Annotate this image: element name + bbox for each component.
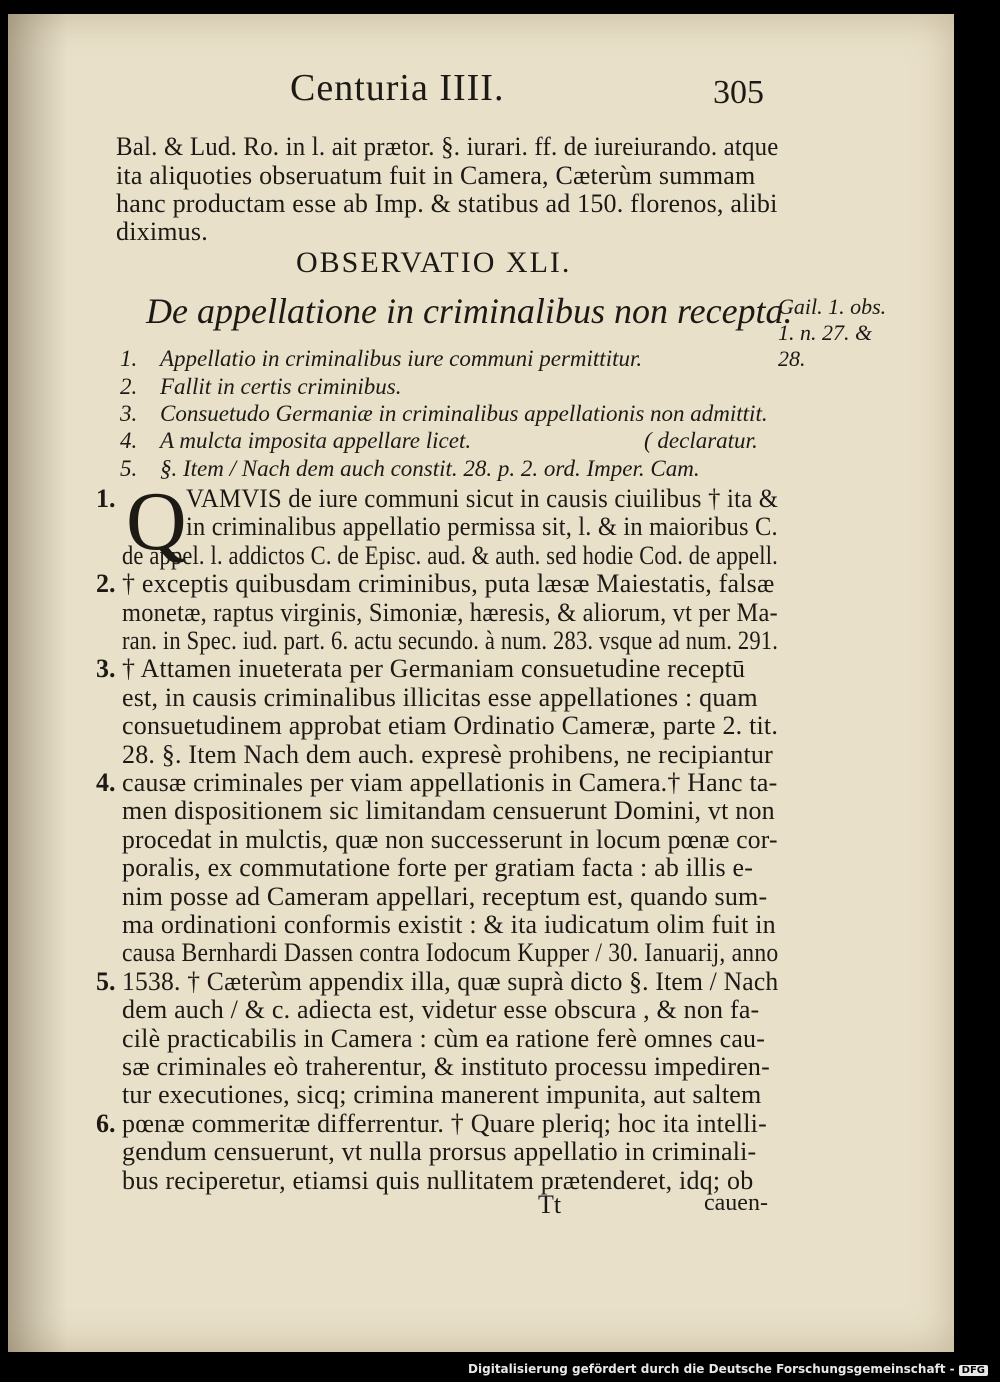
signature-mark: Tt — [538, 1190, 562, 1219]
body-line: bus reciperetur, etiamsi quis nullitatem prætenderet, idq; ob — [122, 1165, 754, 1195]
intro-line: diximus. — [116, 217, 208, 246]
body-line: † Attamen inueterata per Germaniam consuetudine receptū — [122, 654, 746, 684]
body-line: dem auch / & c. adiecta est, videtur esse obscura , & non fa- — [122, 995, 760, 1025]
body-line: causæ criminales per viam appellationis in Camera.† Hanc ta- — [122, 768, 778, 797]
body-line: men dispositionem sic limitandam censuerunt Domini, vt non — [122, 796, 775, 826]
paragraph-number: 4. — [96, 768, 116, 797]
summary-number: 4. — [120, 428, 138, 453]
body-line: ran. in Spec. iud. part. 6. actu secundo. à num. 283. vsque ad num. 291. — [122, 626, 779, 655]
margin-note-line: 28. — [778, 346, 806, 371]
body-line: ma ordinationi conformis existit : & ita iudicatum olim fuit in — [122, 910, 776, 939]
margin-note-line: Gail. 1. obs. — [778, 294, 887, 319]
body-line: tur executiones, sicq; crimina manerent impunita, aut saltem — [122, 1080, 762, 1110]
body-line: 1538. † Cæterùm appendix illa, quæ suprà dicto §. Item / Nach — [122, 966, 779, 996]
body-line: gendum censuerunt, vt nulla prorsus appellatio in criminali- — [122, 1137, 757, 1167]
margin-note-line: 1. n. 27. & — [778, 320, 873, 345]
paragraph-number: 6. — [96, 1108, 116, 1138]
summary-item: Consuetudo Germaniæ in criminalibus appellationis non admittit. — [160, 401, 768, 426]
observatio-heading: OBSERVATIO XLI. — [296, 246, 572, 279]
summary-number: 1. — [120, 346, 138, 371]
summary-item: A mulcta imposita appellare licet. — [160, 428, 472, 453]
intro-line: Bal. & Lud. Ro. in l. ait prætor. §. iurari. ff. de iureiurando. atque — [116, 132, 779, 161]
running-title: Centuria IIII. — [290, 67, 505, 109]
body-line: 28. §. Item Nach dem auch. expresè prohibens, ne recipiantur — [122, 739, 773, 769]
body-line: causa Bernhardi Dassen contra Iodocum Kupper / 30. Ianuarij, anno — [122, 938, 779, 968]
credit-text: Digitalisierung gefördert durch die Deutsche Forschungsgemeinschaft - — [468, 1362, 955, 1376]
body-line: nim posse ad Cameram appellari, receptum est, quando sum- — [122, 881, 768, 911]
body-line: VAMVIS de iure communi sicut in causis ciuilibus † ita & — [186, 484, 779, 513]
drop-cap: Q — [126, 475, 187, 568]
paragraph-number: 3. — [96, 654, 116, 684]
intro-line: ita aliquoties obseruatum fuit in Camera, Cæterùm summam — [116, 161, 756, 190]
digitization-credit — [468, 1362, 988, 1376]
summary-tail: ( declaratur. — [644, 428, 758, 453]
book-page — [8, 14, 954, 1352]
dfg-logo: DFG — [959, 1365, 988, 1376]
body-line: in criminalibus appellatio permissa sit, l. & in maioribus C. — [186, 512, 778, 542]
body-line: sæ criminales eò traherentur, & instituto processu impediren- — [122, 1052, 770, 1081]
summary-item: Appellatio in criminalibus iure communi permittitur. — [160, 346, 643, 371]
body-line: † exceptis quibusdam criminibus, puta læsæ Maiestatis, falsæ — [122, 569, 775, 599]
body-line: de appel. l. addictos C. de Episc. aud. & auth. sed hodie Cod. de appell. — [122, 540, 778, 570]
summary-item: Fallit in certis criminibus. — [160, 374, 402, 399]
body-line: procedat in mulctis, quæ non successerunt in locum pœnæ cor- — [122, 824, 778, 854]
body-line: pœnæ commeritæ differrentur. † Quare pleriq; hoc ita intelli- — [122, 1108, 767, 1138]
body-line: est, in causis criminalibus illicitas esse appellationes : quam — [122, 682, 758, 712]
paragraph-number: 2. — [96, 569, 116, 599]
summary-number: 5. — [120, 456, 138, 481]
paragraph-number: 5. — [96, 966, 116, 996]
body-line: poralis, ex commutatione forte per gratiam facta : ab illis e- — [122, 853, 754, 883]
intro-line: hanc productam esse ab Imp. & statibus ad 150. florenos, alibi — [116, 189, 778, 218]
catchword: cauen- — [704, 1190, 768, 1216]
page-number: 305 — [713, 74, 764, 111]
body-line: consuetudinem approbat etiam Ordinatio Cameræ, parte 2. tit. — [122, 711, 779, 741]
observatio-title: De appellatione in criminalibus non recepta. — [146, 291, 793, 331]
paragraph-number: 1. — [96, 484, 116, 513]
summary-number: 3. — [120, 401, 138, 426]
summary-item: §. Item / Nach dem auch constit. 28. p. 2. ord. Imper. Cam. — [160, 456, 700, 481]
body-line: monetæ, raptus virginis, Simoniæ, hæresis, & aliorum, vt per Ma- — [122, 597, 778, 627]
summary-number: 2. — [120, 374, 138, 399]
body-line: cilè practicabilis in Camera : cùm ea ratione ferè omnes cau- — [122, 1023, 766, 1053]
